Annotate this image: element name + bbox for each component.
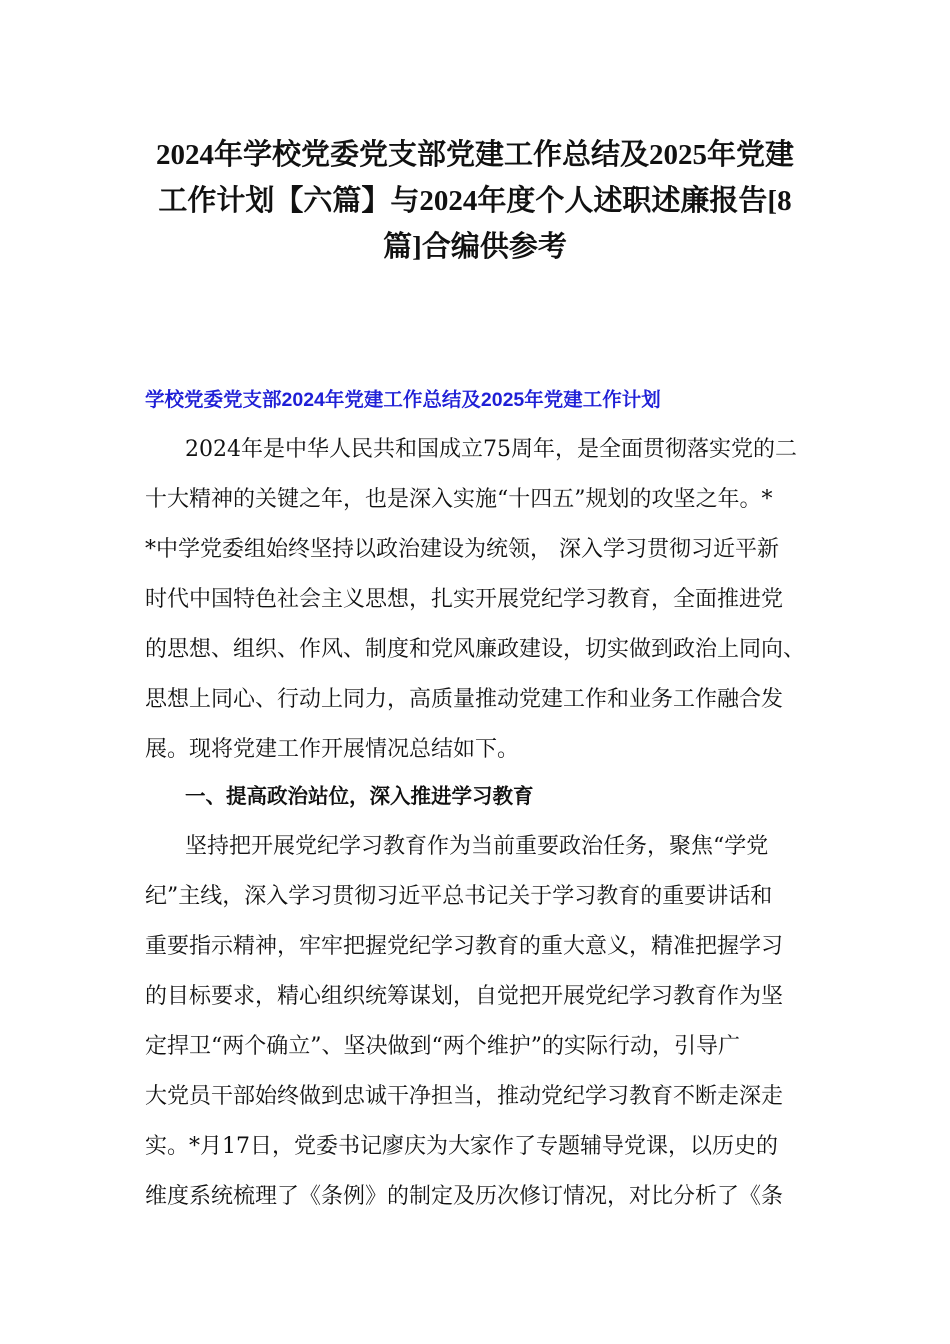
title-line: 工作计划【六篇】与2024年度个人述职述廉报告[8 [158, 185, 792, 217]
paragraph-line: 思想上同心、行动上同力，高质量推动党建工作和业务工作融合发 [145, 687, 784, 712]
paragraph-line: 实。*月17日，党委书记廖庆为大家作了专题辅导党课，以历史的 [145, 1134, 778, 1159]
intro-paragraph [145, 425, 815, 775]
paragraph-line: *中学党委组始终坚持以政治建设为统领， 深入学习贯彻习近平新 [145, 537, 779, 562]
paragraph-line: 的思想、组织、作风、制度和党风廉政建设，切实做到政治上同向、 [145, 637, 806, 662]
title-line: 篇]合编供参考 [383, 231, 567, 263]
paragraph-line: 重要指示精神，牢牢把握党纪学习教育的重大意义，精准把握学习 [145, 934, 784, 959]
body-paragraph [145, 822, 815, 1222]
paragraph-line: 的目标要求，精心组织统筹谋划，自觉把开展党纪学习教育作为坚 [145, 984, 784, 1009]
paragraph-line: 展。现将党建工作开展情况总结如下。 [145, 737, 520, 762]
paragraph-line: 维度系统梳理了《条例》的制定及历次修订情况，对比分析了《条 [145, 1184, 784, 1209]
paragraph-line: 定捍卫“两个确立”、坚决做到“两个维护”的实际行动，引导广 [145, 1034, 740, 1059]
title-line: 2024年学校党委党支部党建工作总结及2025年党建 [155, 139, 794, 171]
paragraph-line: 纪”主线，深入学习贯彻习近平总书记关于学习教育的重要讲话和 [145, 884, 773, 909]
paragraph-line: 坚持把开展党纪学习教育作为当前重要政治任务，聚焦“学党 [185, 834, 769, 859]
paragraph-line: 2024年是中华人民共和国成立75周年，是全面贯彻落实党的二 [185, 437, 797, 462]
document-title [140, 132, 810, 270]
paragraph-line: 时代中国特色社会主义思想，扎实开展党纪学习教育，全面推进党 [145, 587, 784, 612]
paragraph-line: 大党员干部始终做到忠诚干净担当，推动党纪学习教育不断走深走 [145, 1084, 784, 1109]
section-heading: 学校党委党支部2024年党建工作总结及2025年党建工作计划 [145, 389, 661, 411]
paragraph-line: 十大精神的关键之年，也是深入实施“十四五”规划的攻坚之年。* [145, 487, 773, 512]
subheading-1: 一、提高政治站位，深入推进学习教育 [185, 785, 534, 808]
